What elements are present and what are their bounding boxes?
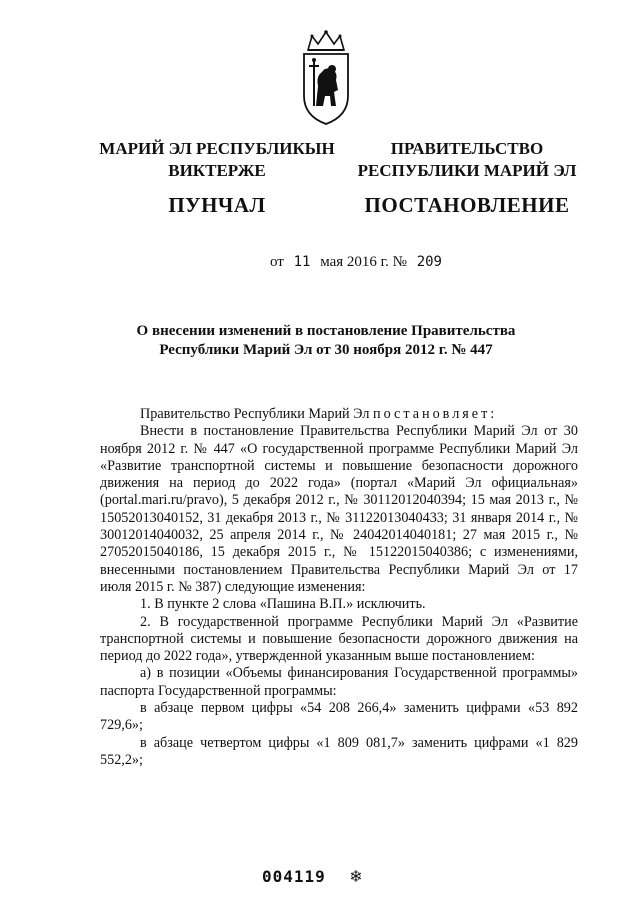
date-line <box>270 254 448 271</box>
header-left-doc-type: ПУНЧАЛ <box>168 193 266 217</box>
paragraph-4: а) в позиции «Объемы финансирования Государственной программы» паспорта Государственной программы: <box>100 665 578 699</box>
header-right-line2: РЕСПУБЛИКИ МАРИЙ ЭЛ <box>357 161 577 180</box>
header-left-line2: ВИКТЕРЖЕ <box>168 161 266 180</box>
footer-serial <box>262 866 362 887</box>
snowflake-icon: ❄ <box>350 866 363 887</box>
date-day: 11 <box>293 254 311 270</box>
title-line2: Республики Марий Эл от 30 ноября 2012 г. № 447 <box>159 342 493 358</box>
serial-number: 004119 <box>262 867 326 886</box>
header-right <box>352 138 582 216</box>
document-title <box>96 322 556 360</box>
intro-text: Правительство Республики Марий Эл <box>140 406 370 422</box>
coat-of-arms-icon <box>298 28 354 128</box>
paragraph-5: в абзаце первом цифры «54 208 266,4» заменить цифрами «53 892 729,6»; <box>100 700 578 734</box>
intro-verb: постановляет: <box>372 406 498 422</box>
header-left-line1: МАРИЙ ЭЛ РЕСПУБЛИКЫН <box>99 139 335 158</box>
date-rest: мая 2016 г. № <box>320 254 407 270</box>
date-prefix: от <box>270 254 284 270</box>
title-line1: О внесении изменений в постановление Правительства <box>136 323 516 339</box>
document-number: 209 <box>416 254 442 270</box>
header-left <box>92 138 342 216</box>
paragraph-1: Внести в постановление Правительства Республики Марий Эл от 30 ноября 2012 г. № 447 «О государственной программе Республики Марий Эл «Развитие транспортной системы и повышение безопасности дорожного движения на период до 2022 года» (портал «Марий Эл официальная» (portal.mari.ru/pravo), 5 декабря 2012 г., № 30112012040394; 15 мая 2013 г., № 15052013040152, 31 декабря 2013 г., № 31122013040433; 31 января 2014 г., № 30012014040032, 25 апреля 2014 г., № 24042014040181; 27 мая 2015 г., № 27052015040186, 15 декабря 2015 г., № 15122015040386; с изменениями, внесенными постановлением Правительства Республики Марий Эл от 17 июля 2015 г. № 387) следующие изменения: <box>100 423 578 595</box>
paragraph-2: 1. В пункте 2 слова «Пашина В.П.» исключить. <box>140 596 426 613</box>
paragraph-3: 2. В государственной программе Республики Марий Эл «Развитие транспортной системы и повышение безопасности дорожного движения на период до 2022 года», утвержденной указанным выше постановлением: <box>100 613 578 665</box>
header-right-doc-type: ПОСТАНОВЛЕНИЕ <box>364 193 570 217</box>
document-body <box>100 406 578 769</box>
paragraph-6: в абзаце четвертом цифры «1 809 081,7» заменить цифрами «1 829 552,2»; <box>100 734 578 768</box>
header-right-line1: ПРАВИТЕЛЬСТВО <box>390 139 544 158</box>
intro-paragraph <box>100 406 578 423</box>
